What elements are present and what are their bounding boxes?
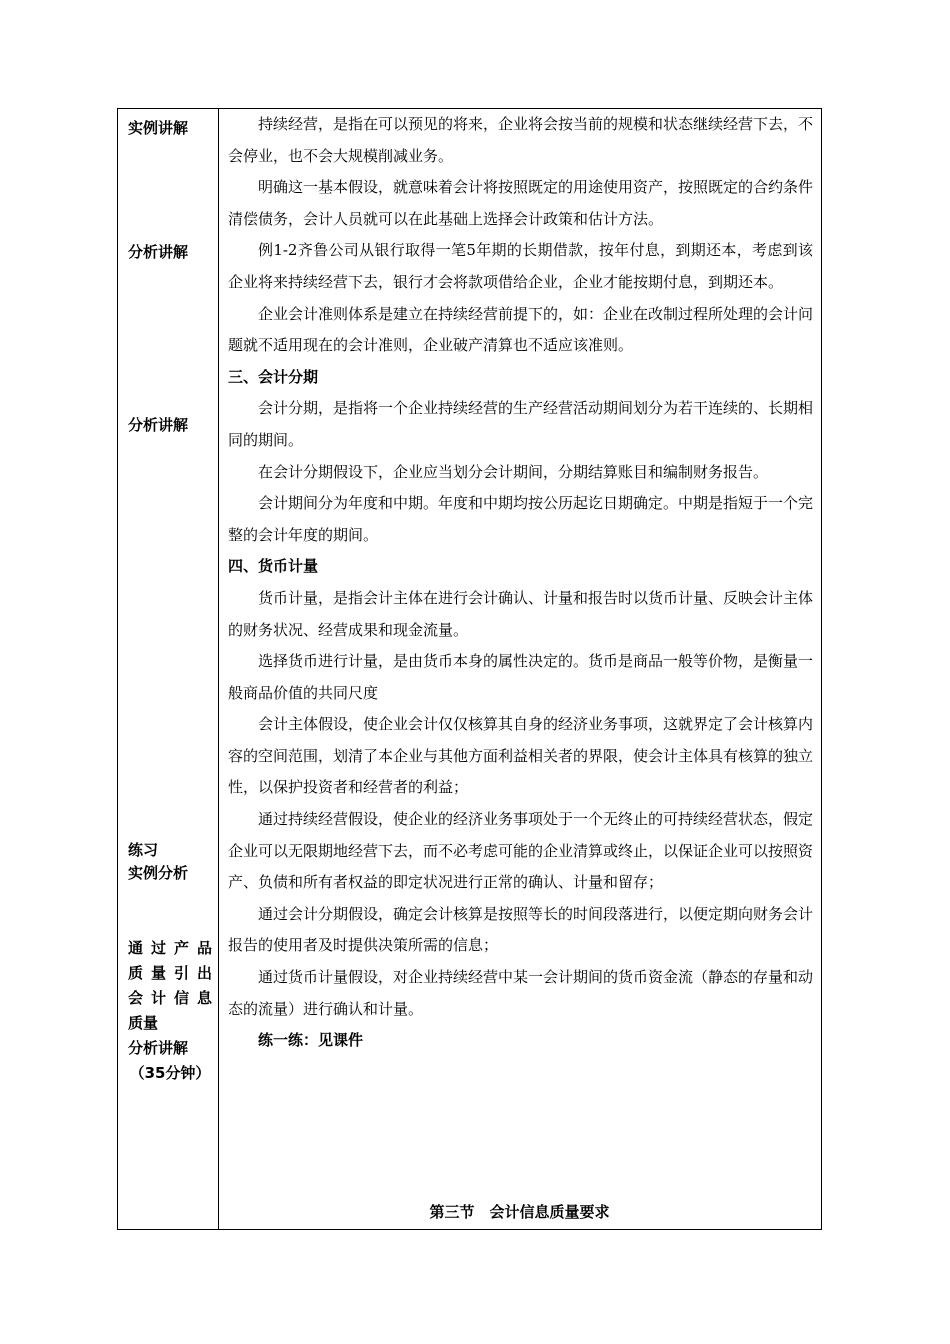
practice-note: 练一练：见课件 xyxy=(258,1031,364,1050)
heading-accounting-period: 三、会计分期 xyxy=(228,367,319,386)
left-label-example: 实例讲解 xyxy=(128,119,189,137)
left-label-practice: 练习 xyxy=(128,841,159,859)
paragraph-entity-assumption: 会计主体假设，使企业会计仅仅核算其自身的经济业务事项，这就界定了会计核算内容的空间范围，划清了本企业与其他方面利益相关者的界限，使会计主体具有核算的独立性，以保护投资者和经营者的利益； xyxy=(228,715,814,797)
heading-monetary-measurement: 四、货币计量 xyxy=(228,557,319,576)
paragraph-period-summary: 通过会计分期假设，确定会计核算是按照等长的时间段落进行，以便定期向财务会计报告的使用者及时提供决策所需的信息； xyxy=(228,904,814,955)
paragraph-monetary-definition: 货币计量，是指会计主体在进行会计确认、计量和报告时以货币计量、反映会计主体的财务状况、经营成果和现金流量。 xyxy=(228,588,814,639)
paragraph-example-1-2: 例1-2齐鲁公司从银行取得一笔5年期的长期借款，按年付息，到期还本，考虑到该企业将来持续经营下去，银行才会将款项借给企业，企业才能按期付息，到期还本。 xyxy=(228,241,813,291)
paragraph-period-assumption: 在会计分期假设下，企业应当划分会计期间，分期结算账目和编制财务报告。 xyxy=(258,462,769,481)
left-label-quality-5: 分析讲解 xyxy=(128,1039,189,1057)
content-column xyxy=(228,109,813,1057)
paragraph-monetary-summary: 通过货币计量假设，对企业持续经营中某一会计期间的货币资金流（静态的存量和动态的流量）进行确认和计量。 xyxy=(228,968,814,1018)
left-label-duration: （35分钟） xyxy=(129,1064,211,1082)
column-divider xyxy=(218,109,219,1229)
paragraph-standards: 企业会计准则体系是建立在持续经营前提下的，如：企业在改制过程所处理的会计问题就不适用现在的会计准则，企业破产清算也不适应该准则。 xyxy=(228,304,814,355)
paragraph-going-concern-assumption: 通过持续经营假设，使企业的经济业务事项处于一个无终止的可持续经营状态，假定企业可以无限期地经营下去，而不必考虑可能的企业清算或终止，以保证企业可以按照资产、负债和所有者权益的即定状况进行正常的确认、计量和留存； xyxy=(228,810,814,892)
paragraph-going-concern: 持续经营，是指在可以预见的将来，企业将会按当前的规模和状态继续经营下去，不会停业，也不会大规模削减业务。 xyxy=(228,115,814,165)
left-label-case-analysis: 实例分析 xyxy=(128,864,189,882)
left-label-quality-4: 质量 xyxy=(128,1014,159,1032)
section-title: 第三节 会计信息质量要求 xyxy=(429,1203,610,1221)
left-label-quality-3: 会计信息 xyxy=(128,989,212,1007)
left-label-quality-1: 通过产品 xyxy=(128,939,212,957)
paragraph-monetary-reason: 选择货币进行计量，是由货币本身的属性决定的。货币是商品一般等价物，是衡量一般商品价值的共同尺度 xyxy=(228,652,814,702)
paragraph-period-types: 会计期间分为年度和中期。年度和中期均按公历起讫日期确定。中期是指短于一个完整的会计年度的期间。 xyxy=(228,494,814,544)
left-label-analysis-1: 分析讲解 xyxy=(128,243,189,261)
lesson-table xyxy=(117,108,822,1230)
paragraph-assumption-meaning: 明确这一基本假设，就意味着会计将按照既定的用途使用资产，按照既定的合约条件清偿债务，会计人员就可以在此基础上选择会计政策和估计方法。 xyxy=(228,178,814,228)
paragraph-period-definition: 会计分期，是指将一个企业持续经营的生产经营活动期间划分为若干连续的、长期相同的期间。 xyxy=(228,399,814,449)
left-label-quality-2: 质量引出 xyxy=(128,964,212,982)
left-label-analysis-2: 分析讲解 xyxy=(128,416,189,434)
